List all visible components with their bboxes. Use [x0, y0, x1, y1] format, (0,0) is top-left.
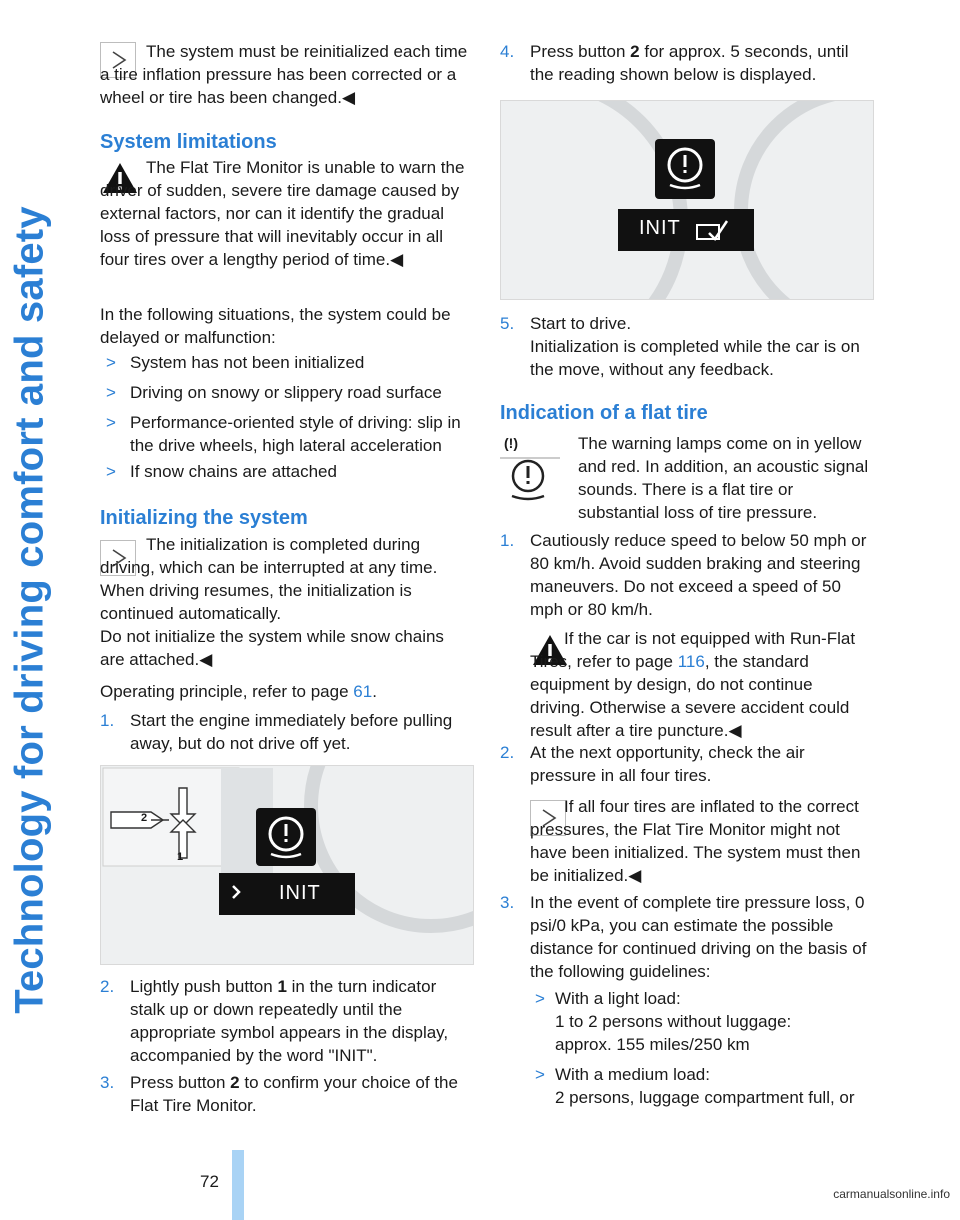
bullet-marker: >	[535, 1065, 545, 1084]
watermark: carmanualsonline.info	[833, 1187, 950, 1201]
flat-tire-description: The warning lamps come on in yellow and red. In addition, an acoustic signal sounds. There is a flat tire or substantial loss of tire pressure.	[578, 434, 869, 522]
figure-turn-stalk-init	[100, 765, 474, 965]
list-item: > If snow chains are attached	[106, 462, 337, 481]
bullet-marker: >	[535, 989, 545, 1008]
flat-step-3: 3. In the event of complete tire pressure loss, 0 psi/0 kPa, you can estimate the possible distance for continued driving on the basis of the following guidelines:	[500, 893, 867, 981]
page-link-61[interactable]: 61	[353, 682, 373, 701]
warning-limitations: The Flat Tire Monitor is unable to warn the driver of sudden, severe tire damage caused by external factors, nor can it identify the gradual loss of pressure that will inevitably occur in all four tires over a lengthy period of time.◀	[100, 158, 465, 269]
flat-step-2: 2. At the next opportunity, check the air pressure in all four tires.	[500, 743, 805, 785]
page-number: 72	[200, 1172, 219, 1191]
bullet-marker: >	[106, 353, 116, 372]
list-item: > Driving on snowy or slippery road surface	[106, 383, 442, 402]
flat-tire-icon	[500, 432, 560, 502]
note-initialization: The initialization is completed during driving, which can be interrupted at any time. When driving resumes, the initialization is continued automatically.	[100, 535, 438, 623]
fig1-label-1: 1	[177, 851, 184, 863]
step-3: 3. Press button 2 to confirm your choice of the Flat Tire Monitor.	[100, 1073, 458, 1115]
fig2-init-text: INIT	[639, 217, 681, 239]
fig1-init-text: INIT	[279, 882, 321, 904]
warning-runflat: If the car is not equipped with Run-Flat Tires, refer to page 116, the standard equipment by design, do not continue driving. Otherwise a severe accident could result after a tire puncture.◀	[530, 629, 856, 740]
bullet-marker: >	[106, 462, 116, 481]
note-inflated: If all four tires are inflated to the correct pressures, the Flat Tire Monitor might not have been initialized. The system must then be initialized.◀	[530, 797, 861, 885]
flat-step-1: 1. Cautiously reduce speed to below 50 mph or 80 km/h. Avoid sudden braking and steering maneuvers. Do not exceed a speed of 50 mph or 80 km/h.	[500, 531, 867, 619]
side-title	[0, 0, 60, 1220]
intro-situations: In the following situations, the system could be delayed or malfunction:	[100, 305, 451, 347]
step-1: 1. Start the engine immediately before pulling away, but do not drive off yet.	[100, 711, 453, 753]
note-snow-chains: Do not initialize the system while snow chains are attached.◀	[100, 627, 444, 669]
list-item: > System has not been initialized	[106, 353, 365, 372]
note-reinit: The system must be reinitialized each time a tire inflation pressure has been corrected or a wheel or tire has been changed.◀	[100, 42, 468, 107]
list-item: > Performance-oriented style of driving: slip in the drive wheels, high lateral acceleration	[106, 413, 461, 455]
page-bar	[232, 1150, 244, 1220]
list-item: > With a medium load: 2 persons, luggage compartment full, or	[535, 1065, 855, 1107]
figure-init-display	[500, 100, 874, 300]
fig1-label-2: 2	[141, 812, 148, 824]
step-4: 4. Press button 2 for approx. 5 seconds, until the reading shown below is displayed.	[500, 42, 849, 84]
step-5: 5. Start to drive. Initialization is completed while the car is on the move, without any feedback.	[500, 314, 860, 379]
bullet-marker: >	[106, 383, 116, 402]
heading-system-limitations: System limitations	[100, 131, 277, 153]
side-title-text: Technology for driving comfort and safety	[7, 206, 52, 1014]
bullet-marker: >	[106, 413, 116, 432]
operating-principle: Operating principle, refer to page 61.	[100, 682, 377, 701]
step-2: 2. Lightly push button 1 in the turn indicator stalk up or down repeatedly until the appropriate symbol appears in the display, accompanied by the word "INIT".	[100, 977, 449, 1065]
page-link-116[interactable]: 116	[677, 652, 705, 671]
flat-tire-small-icon: (!)	[504, 435, 518, 451]
heading-flat-tire: Indication of a flat tire	[500, 402, 708, 424]
heading-initializing: Initializing the system	[100, 507, 308, 529]
list-item: > With a light load: 1 to 2 persons without luggage: approx. 155 miles/250 km	[535, 989, 792, 1054]
